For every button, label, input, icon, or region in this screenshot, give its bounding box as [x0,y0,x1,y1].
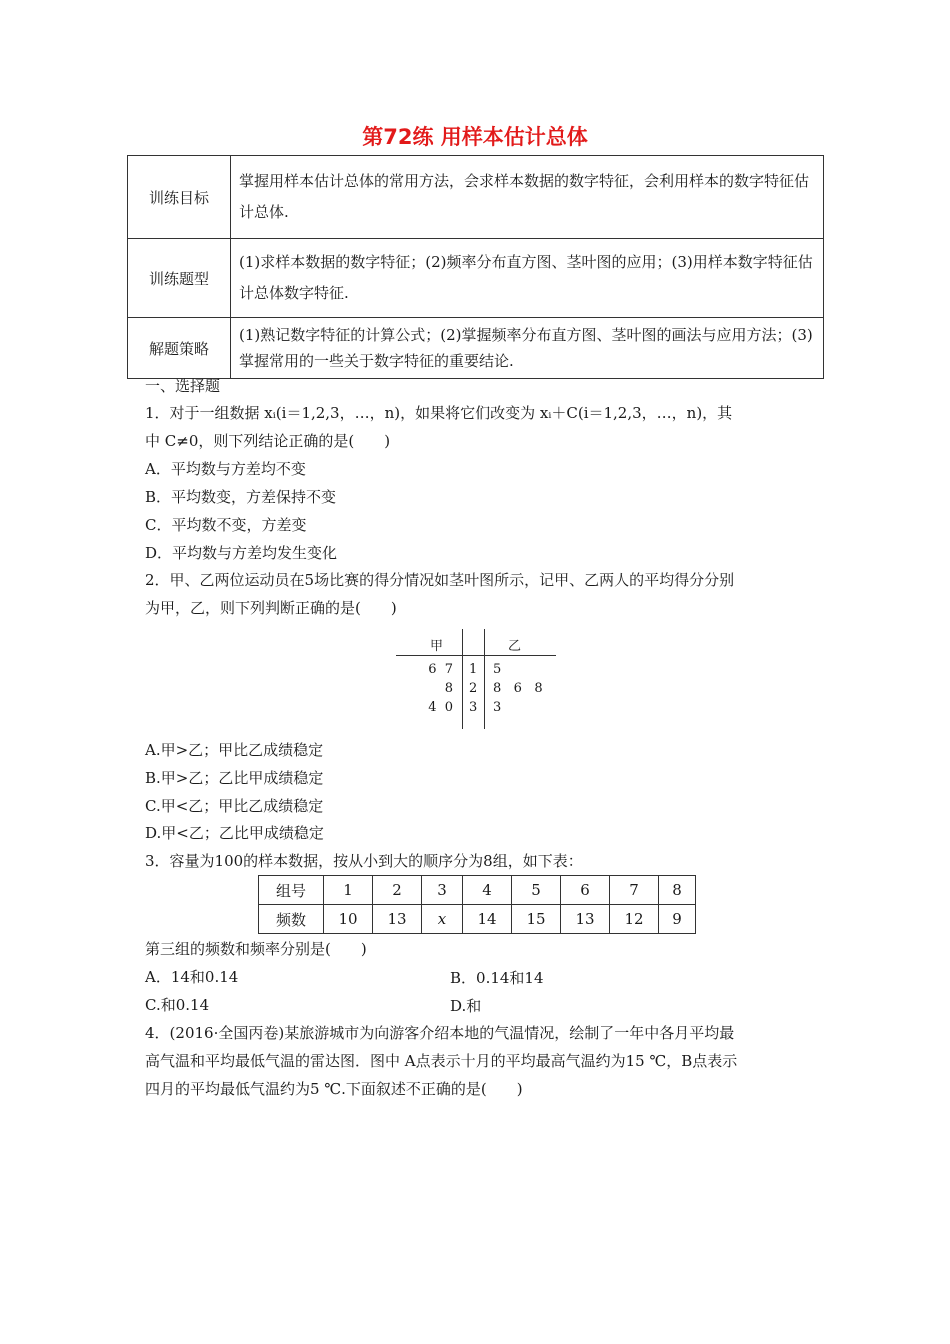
table-cell: 12 [610,905,659,934]
q3-stem-line2: 第三组的频数和频率分别是( ) [145,940,367,958]
q2-option-c: C.甲<乙；甲比乙成绩稳定 [145,797,324,815]
q1-option-d: D．平均数与方差均发生变化 [145,544,338,562]
section-heading: 一、选择题 [145,377,221,395]
q3-option-c: C.和0.14 [145,996,210,1014]
frequency-table [258,875,696,934]
table-cell: 6 [561,876,610,905]
stem-value: 2 [469,681,478,696]
objective-value: 掌握用样本估计总体的常用方法，会求样本数据的数字特征，会利用样本的数字特征估计总体. [231,156,824,239]
table-cell: 9 [659,905,696,934]
q1-option-b: B．平均数变，方差保持不变 [145,488,337,506]
stem-leaf-plot [396,629,556,729]
q3-stem-line1: 3．容量为100的样本数据，按从小到大的顺序分为8组，如下表： [145,852,583,870]
table-cell: x [422,905,463,934]
q3-option-b: B．0.14和14 [450,969,544,987]
objective-key: 解题策略 [128,318,231,379]
table-cell: 13 [373,905,422,934]
stem-value: 3 [469,700,478,715]
q4-stem-line1: 4．(2016·全国丙卷)某旅游城市为向游客介绍本地的气温情况，绘制了一年中各月平均最 [145,1024,735,1042]
table-cell: 8 [659,876,696,905]
objective-value: (1)熟记数字特征的计算公式；(2)掌握频率分布直方图、茎叶图的画法与应用方法；(3)掌握常用的一些关于数字特征的重要结论. [231,318,824,379]
q4-stem-line3: 四月的平均最低气温约为5 ℃.下面叙述不正确的是( ) [145,1080,523,1098]
table-row [128,318,824,379]
table-cell: 15 [512,905,561,934]
right-header: 乙 [508,639,522,654]
training-objectives-table [127,155,824,379]
q1-stem-line1: 1．对于一组数据 xᵢ(i＝1,2,3，…，n)，如果将它们改变为 xᵢ＋C(i＝1,2,3，…，n)，其 [145,404,733,422]
q1-option-a: A．平均数与方差均不变 [145,460,306,478]
page-title: 第72练 用样本估计总体 [362,125,588,149]
q3-option-d: D.和 [450,997,482,1015]
q1-stem-line2: 中 C≠0，则下列结论正确的是( ) [145,432,391,450]
table-cell: 3 [422,876,463,905]
q2-option-d: D.甲<乙；乙比甲成绩稳定 [145,824,324,842]
table-cell: 14 [463,905,512,934]
header-cell: 频数 [259,905,324,934]
q4-stem-line2: 高气温和平均最低气温的雷达图．图中 A点表示十月的平均最高气温约为15 ℃，B点表示 [145,1052,738,1070]
q1-option-c: C．平均数不变，方差变 [145,516,307,534]
table-cell: 5 [512,876,561,905]
header-divider [396,655,556,656]
table-cell: 1 [324,876,373,905]
table-cell: 2 [373,876,422,905]
right-leaves: 8 6 8 [493,681,543,696]
q2-stem-line1: 2．甲、乙两位运动员在5场比赛的得分情况如茎叶图所示，记甲、乙两人的平均得分分别 [145,571,735,589]
table-row [128,239,824,318]
table-cell: 13 [561,905,610,934]
left-leaves: 4 0 [428,700,453,715]
table-cell: 10 [324,905,373,934]
header-cell: 组号 [259,876,324,905]
table-cell: 7 [610,876,659,905]
q2-option-b: B.甲>乙；乙比甲成绩稳定 [145,769,324,787]
q2-option-a: A.甲>乙；甲比乙成绩稳定 [145,741,324,759]
right-leaves: 5 [493,662,502,677]
table-row [259,905,696,934]
table-row [259,876,696,905]
objective-key: 训练题型 [128,239,231,318]
stem-divider-left [462,629,463,729]
q2-stem-line2: 为甲，乙，则下列判断正确的是( ) [145,599,397,617]
table-cell: 4 [463,876,512,905]
objective-key: 训练目标 [128,156,231,239]
stem-divider-right [484,629,485,729]
objective-value: (1)求样本数据的数字特征；(2)频率分布直方图、茎叶图的应用；(3)用样本数字特征估计总体数字特征. [231,239,824,318]
right-leaves: 3 [493,700,502,715]
q3-option-a: A．14和0.14 [145,968,239,986]
stem-value: 1 [469,662,478,677]
left-leaves: 8 [444,681,453,696]
left-leaves: 6 7 [428,662,453,677]
table-row [128,156,824,239]
left-header: 甲 [430,639,444,654]
